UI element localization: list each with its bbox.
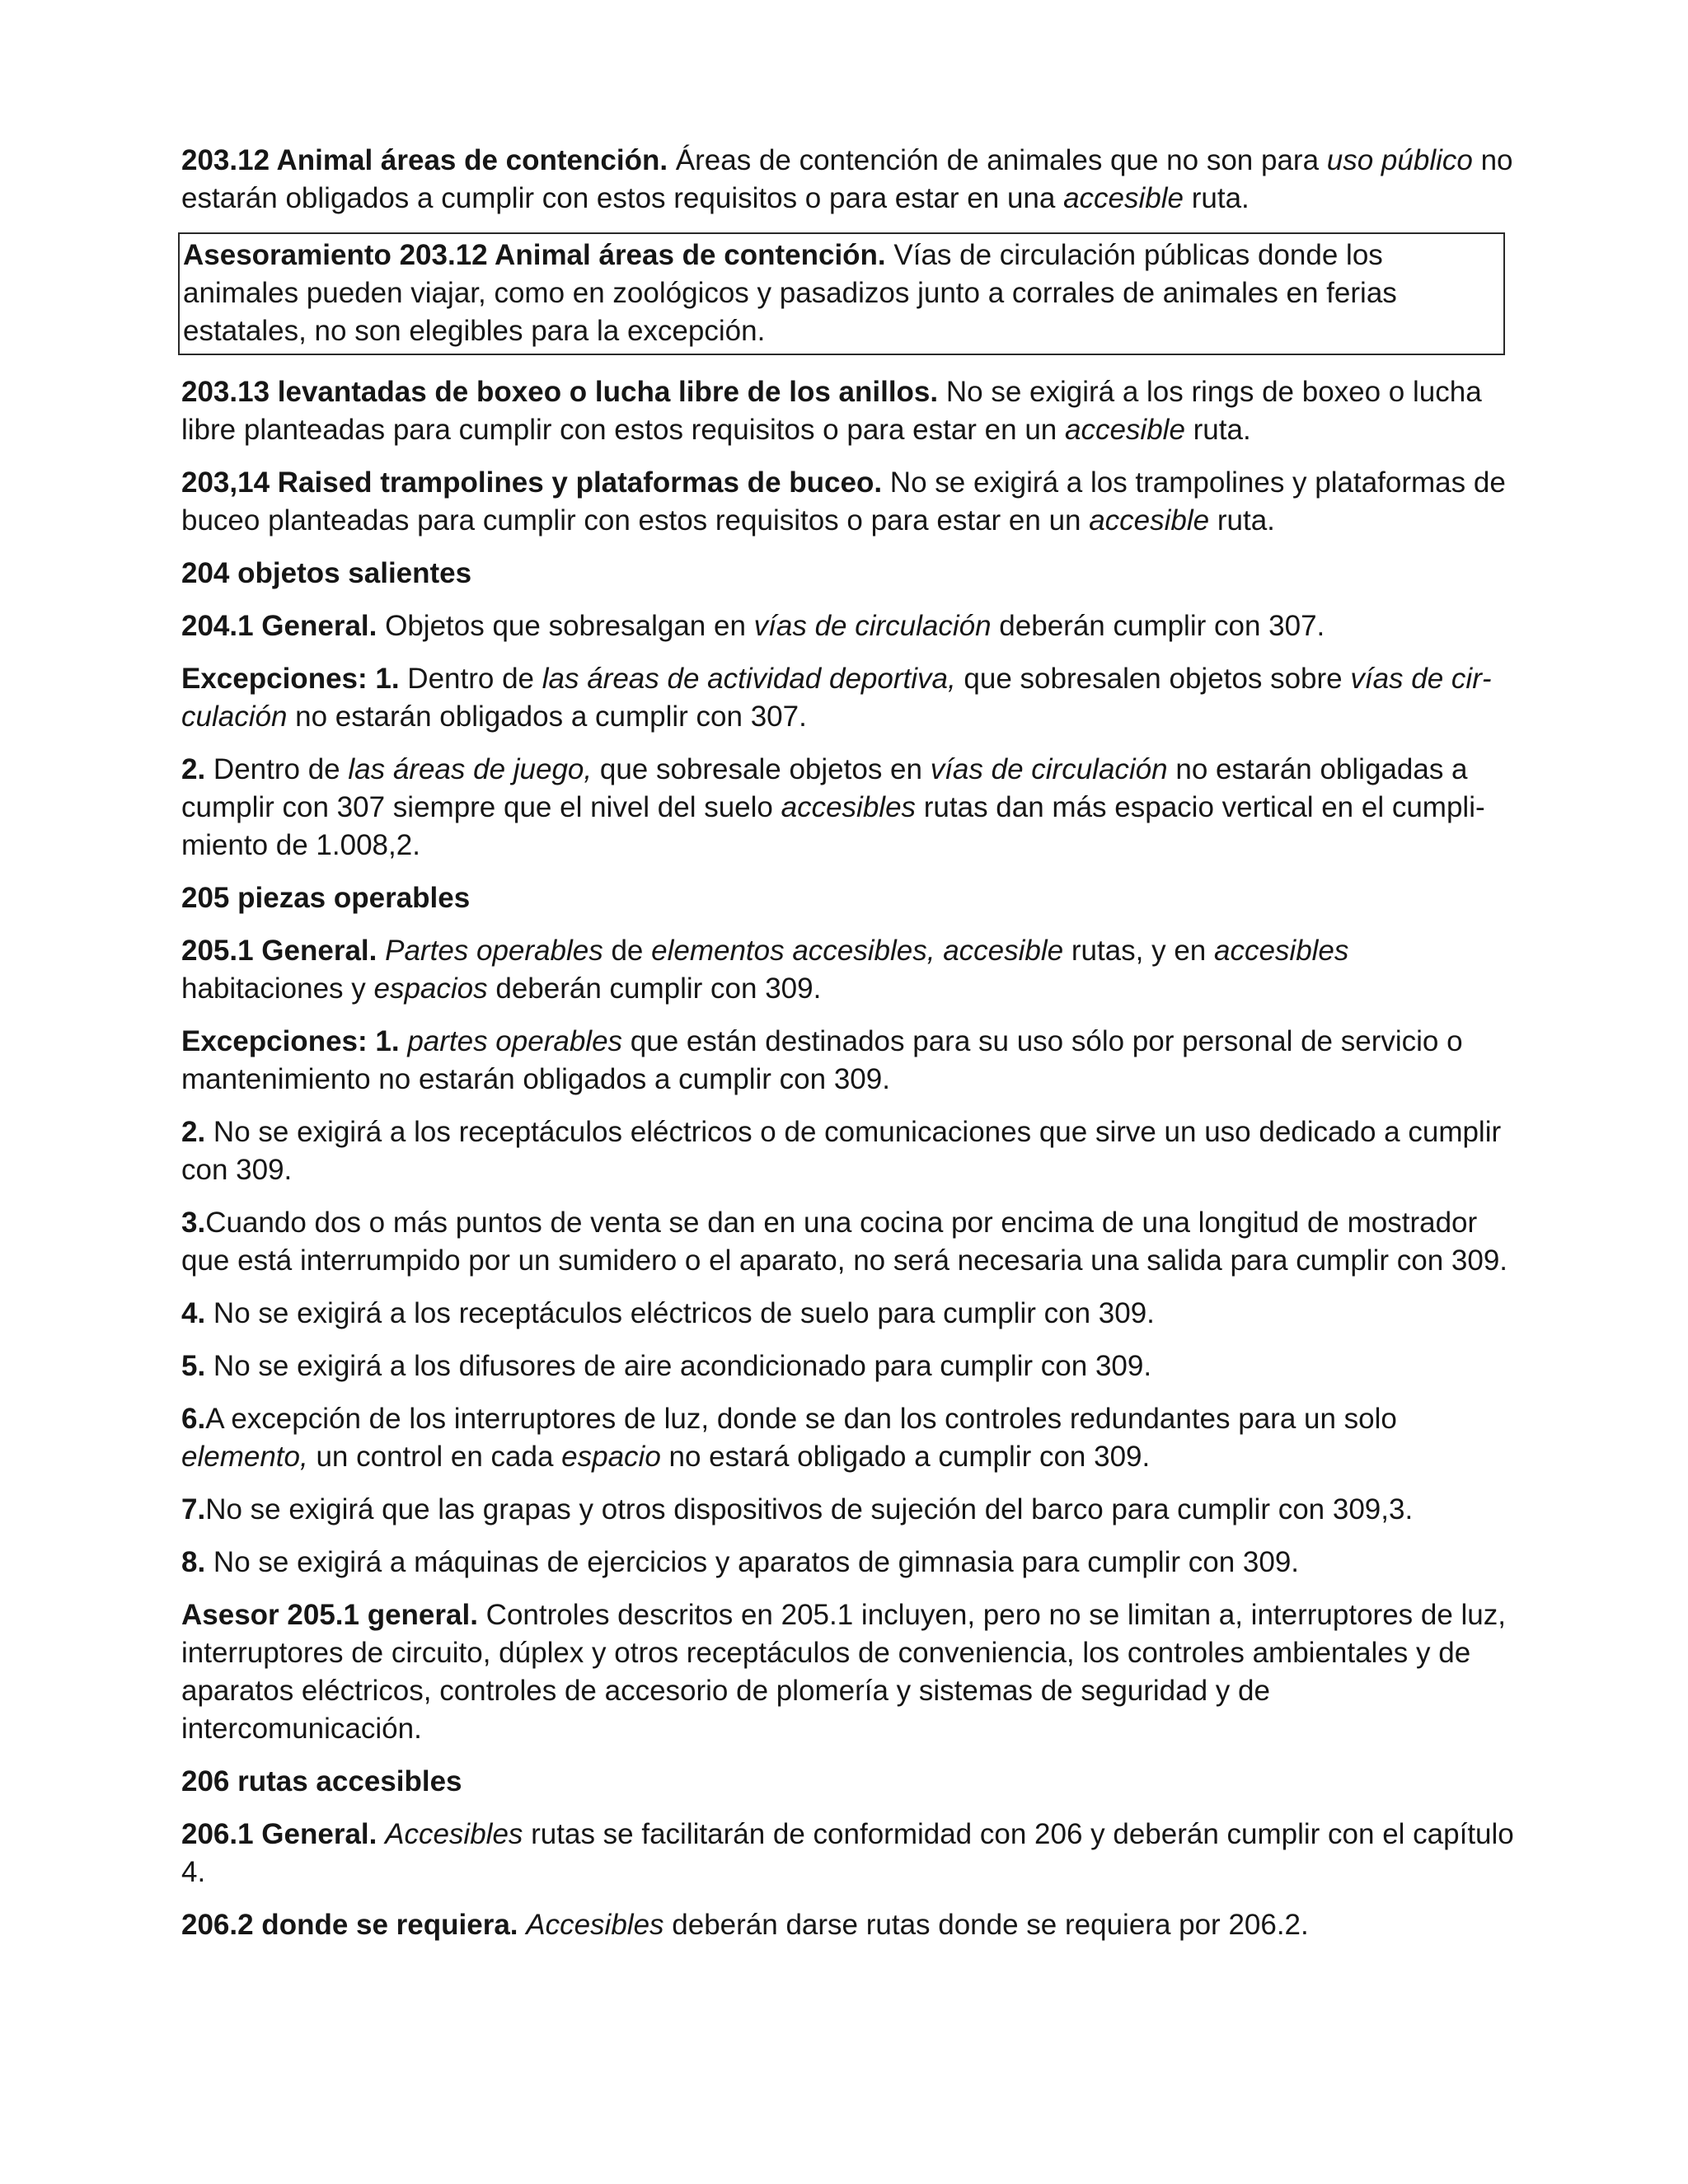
text-run: No se exigirá a los difusores de aire acondicionado para cumplir con 309.: [205, 1350, 1152, 1382]
text-run: No se exigirá que las grapas y otros dispositivos de sujeción del barco para cumplir con 309,3.: [205, 1493, 1414, 1526]
text-run: ruta.: [1184, 414, 1251, 446]
bold-run: 203.13 levantadas de boxeo o lucha libre de los anillos.: [181, 376, 939, 408]
italic-run: partes operables: [407, 1025, 623, 1057]
text-run: No se exigirá a los rings de boxeo o lucha libre planteadas para cumplir con estos requisitos o para estar en un: [181, 376, 1482, 446]
bold-run: 206.1 General.: [181, 1818, 377, 1850]
italic-run: elemento,: [181, 1441, 308, 1473]
text-run: no estarán obligados a cumplir con 307.: [287, 701, 807, 733]
exception-205-1-item-3: [181, 1204, 1515, 1280]
text-run: deberán cumplir con 307.: [991, 610, 1325, 642]
italic-run: Accesibles: [385, 1818, 523, 1850]
exception-205-1-item-5: [181, 1347, 1515, 1385]
text-run: rutas se facilitarán de conformidad con 206 y deberán cumplir con el capítulo 4.: [181, 1818, 1514, 1888]
italic-run: vías de circulación: [181, 663, 1492, 733]
section-206-1: [181, 1816, 1515, 1891]
exception-205-1-item-6: [181, 1400, 1515, 1476]
bold-run: 4.: [181, 1297, 206, 1329]
bold-run: 6.: [181, 1403, 206, 1435]
bold-run: 204.1 General.: [181, 610, 377, 642]
bold-run: 203.12 Animal áreas de contención.: [181, 144, 668, 176]
section-205-1: [181, 932, 1515, 1008]
bold-run: 7.: [181, 1493, 206, 1526]
text-run: rutas dan más espacio vertical en el cumplimiento de 1.008,2.: [181, 791, 1485, 861]
text-run: ruta.: [1184, 182, 1250, 214]
text-run: de: [603, 935, 652, 967]
text-run: que sobresale objetos en: [592, 753, 931, 785]
bold-run: Asesor 205.1 general.: [181, 1599, 478, 1631]
text-run: rutas, y en: [1063, 935, 1214, 967]
heading-206: [181, 1763, 1515, 1801]
text-run: deberán cumplir con 309.: [487, 972, 822, 1005]
text-run: A excepción de los interruptores de luz, donde se dan los controles redundantes para un solo: [205, 1403, 1397, 1435]
italic-run: accesible: [1065, 414, 1185, 446]
advisory-205-1: [181, 1596, 1515, 1748]
text-run: Controles descritos en 205.1 incluyen, pero no se limitan a, interruptores de luz, interruptores de circuito, dúplex y otros receptáculos de conveniencia, los controles ambientales y de aparatos eléctricos, controles de accesorio de plomería y sistemas de seguridad y de intercomunicación.: [181, 1599, 1507, 1745]
exception-205-1-item-7: [181, 1491, 1515, 1529]
section-206-2: [181, 1906, 1515, 1944]
text-run: no estarán obligados a cumplir con estos requisitos o para estar en una: [181, 144, 1513, 214]
text-run: Áreas de contención de animales que no son para: [668, 144, 1327, 176]
text-run: que sobresalen objetos sobre: [955, 663, 1351, 695]
bold-run: Asesoramiento 203.12 Animal áreas de contención.: [183, 239, 886, 271]
exception-205-1-item-1: [181, 1023, 1515, 1099]
text-run: No se exigirá a los trampolines y plataformas de buceo planteadas para cumplir con estos requisitos o para estar en un: [181, 466, 1506, 537]
bold-run: 5.: [181, 1350, 206, 1382]
text-run: Dentro de: [399, 663, 542, 695]
bold-run: Excepciones: 1.: [181, 1025, 400, 1057]
text-run: no estará obligado a cumplir con 309.: [660, 1441, 1151, 1473]
italic-run: las áreas de actividad deportiva,: [542, 663, 956, 695]
exception-205-1-item-8: [181, 1544, 1515, 1582]
text-run: no estarán obligadas a cumplir con 307 siempre que el nivel del suelo: [181, 753, 1468, 823]
italic-run: elementos accesibles, accesible: [651, 935, 1064, 967]
text-run: [377, 935, 385, 967]
text-run: Dentro de: [205, 753, 349, 785]
italic-run: uso público: [1326, 144, 1473, 176]
text-run: No se exigirá a máquinas de ejercicios y aparatos de gimnasia para cumplir con 309.: [205, 1546, 1300, 1578]
bold-run: 206.2 donde se requiera.: [181, 1909, 518, 1941]
text-run: ruta.: [1209, 504, 1275, 537]
advisory-box-203-12: [178, 232, 1505, 355]
text-run: [400, 1025, 408, 1057]
text-run: No se exigirá a los receptáculos eléctricos de suelo para cumplir con 309.: [205, 1297, 1155, 1329]
exception-205-1-item-2: [181, 1113, 1515, 1189]
exception-204-1-item-2: [181, 751, 1515, 865]
section-203-12: [181, 142, 1515, 218]
text-run: [377, 1818, 385, 1850]
bold-run: 204 objetos salientes: [181, 557, 472, 589]
exception-205-1-item-4: [181, 1295, 1515, 1333]
bold-run: 205.1 General.: [181, 935, 377, 967]
bold-run: 203,14 Raised trampolines y plataformas de buceo.: [181, 466, 883, 499]
italic-run: espacios: [373, 972, 488, 1005]
text-run: que están destinados para su uso sólo por personal de servicio o mantenimiento no estarán obligados a cumplir con 309.: [181, 1025, 1463, 1095]
text-run: Cuando dos o más puntos de venta se dan en una cocina por encima de una longitud de mostrador que está interrumpido por un sumidero o el aparato, no será necesaria una salida para cumplir con 309.: [181, 1207, 1508, 1277]
bold-run: 206 rutas accesibles: [181, 1765, 462, 1797]
italic-run: accesible: [1089, 504, 1210, 537]
bold-run: 2.: [181, 1116, 206, 1148]
bold-run: 3.: [181, 1207, 206, 1239]
bold-run: 205 piezas operables: [181, 882, 471, 914]
text-run: No se exigirá a los receptáculos eléctricos o de comunicaciones que sirve un uso dedicado a cumplir con 309.: [181, 1116, 1502, 1186]
heading-204: [181, 555, 1515, 593]
bold-run: 2.: [181, 753, 206, 785]
heading-205: [181, 879, 1515, 917]
bold-run: Excepciones: 1.: [181, 663, 400, 695]
italic-run: accesibles: [1213, 935, 1349, 967]
section-204-1: [181, 607, 1515, 645]
italic-run: Partes operables: [385, 935, 603, 967]
text-run: deberán darse rutas donde se requiera por 206.2.: [663, 1909, 1309, 1941]
text-run: Objetos que sobresalgan en: [377, 610, 754, 642]
section-203-14: [181, 464, 1515, 540]
italic-run: vías de circulación: [753, 610, 992, 642]
exception-204-1-item-1: [181, 660, 1515, 736]
text-run: habitaciones y: [181, 972, 374, 1005]
section-203-13: [181, 373, 1515, 449]
bold-run: 8.: [181, 1546, 206, 1578]
text-run: [518, 1909, 527, 1941]
text-run: Vías de circulación públicas donde los animales pueden viajar, como en zoológicos y pasadizos junto a corrales de animales en ferias estatales, no son elegibles para la excepción.: [183, 239, 1397, 347]
italic-run: espacio: [561, 1441, 661, 1473]
italic-run: vías de circulación: [930, 753, 1168, 785]
italic-run: Accesibles: [526, 1909, 664, 1941]
italic-run: las áreas de juego,: [348, 753, 593, 785]
document-page: [181, 142, 1515, 1959]
text-run: un control en cada: [307, 1441, 562, 1473]
italic-run: accesibles: [781, 791, 917, 823]
italic-run: accesible: [1063, 182, 1184, 214]
